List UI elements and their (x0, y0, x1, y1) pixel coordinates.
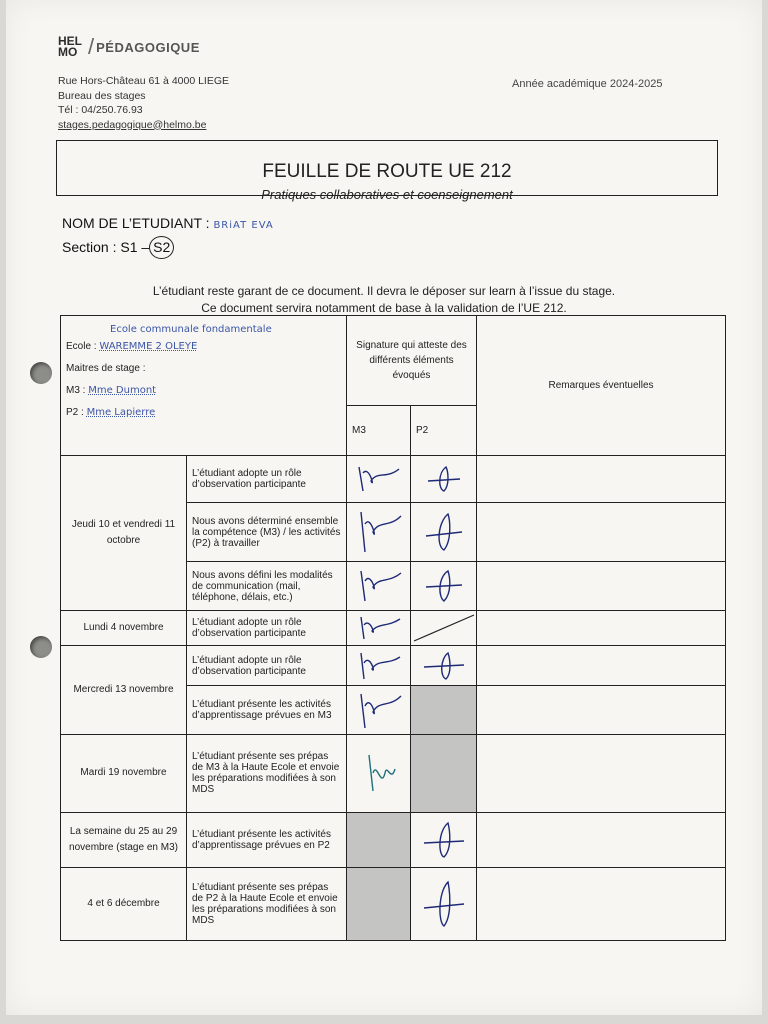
row-remarks (477, 456, 726, 503)
p2-signature (411, 867, 477, 940)
row-remarks (477, 867, 726, 940)
ecole-value: WAREMME 2 OLEYE (99, 341, 198, 352)
maitres-label: Maitres de stage : (66, 363, 146, 374)
m3-signature (347, 503, 411, 562)
p2-shaded-cell (411, 735, 477, 812)
row-activity: L’étudiant présente ses prépas de P2 à la Haute Ecole et envoie les préparations modifiées à son MDS (187, 867, 347, 940)
m3-shaded-cell (347, 812, 411, 867)
row-remarks (477, 645, 726, 686)
p2-label: P2 : (66, 407, 84, 418)
intro-line-2: Ce document servira notamment de base à la validation de l’UE 212. (201, 301, 567, 315)
row-date: Jeudi 10 et vendredi 11 octobre (61, 456, 187, 611)
p2-signature (411, 456, 477, 503)
row-date: Mercredi 13 novembre (61, 645, 187, 735)
m3-signature (347, 686, 411, 735)
intro-line-1: L’étudiant reste garant de ce document. Il devra le déposer sur learn à l’issue du stage. (152, 284, 616, 298)
row-activity: L’étudiant présente ses prépas de M3 à la Haute Ecole et envoie les préparations modifiées à son MDS (187, 735, 347, 812)
p2-signature (411, 503, 477, 562)
row-date: 4 et 6 décembre (61, 867, 187, 940)
row-activity: Nous avons déterminé ensemble la compétence (M3) / les activités (P2) à travailler (187, 503, 347, 562)
punch-hole-bottom (30, 636, 52, 658)
route-table (60, 315, 726, 941)
address-line: Bureau des stages (58, 89, 146, 102)
p2-teacher: Mme Lapierre (86, 407, 156, 418)
row-activity: L’étudiant présente les activités d’apprentissage prévues en M3 (187, 686, 347, 735)
section-value: S2 (149, 236, 174, 259)
address-line: Tél : 04/250.76.93 (58, 104, 143, 116)
helmo-logo: HEL MO / PÉDAGOGIQUE (58, 34, 200, 59)
address-line: Rue Hors-Château 61 à 4000 LIEGE (58, 75, 230, 87)
p2-shaded-cell (411, 686, 477, 735)
academic-year: Année académique 2024-2025 (512, 78, 663, 90)
p2-crossed-out (411, 611, 477, 646)
m3-label: M3 : (66, 385, 86, 396)
row-activity: L’étudiant adopte un rôle d’observation participante (187, 611, 347, 646)
document-subtitle: Pratiques collaboratives et coenseignement (261, 187, 513, 202)
row-date: Lundi 4 novembre (61, 611, 187, 646)
student-name-value: BRiAT EVA (213, 220, 274, 231)
student-name-label: NOM DE L’ETUDIANT : (62, 215, 210, 231)
row-date: Mardi 19 novembre (61, 735, 187, 812)
remarks-header: Remarques éventuelles (477, 316, 726, 456)
row-remarks (477, 503, 726, 562)
logo-mark: HEL MO (58, 34, 82, 59)
m3-shaded-cell (347, 867, 411, 940)
row-activity: Nous avons défini les modalités de communication (mail, téléphone, délais, etc.) (187, 562, 347, 611)
document-title: FEUILLE DE ROUTE UE 212 (262, 161, 512, 182)
signature-header: Signature qui atteste des différents éléments évoqués (347, 316, 477, 406)
ecole-label: Ecole : (66, 341, 97, 352)
table-row (61, 645, 726, 686)
row-remarks (477, 686, 726, 735)
table-row (61, 867, 726, 940)
email-link[interactable]: stages.pedagogique@helmo.be (58, 118, 207, 131)
row-activity: L’étudiant adopte un rôle d’observation participante (187, 456, 347, 503)
school-type-handwritten: Ecole communale fondamentale (110, 324, 272, 335)
m3-signature (347, 456, 411, 503)
m3-signature (347, 645, 411, 686)
m3-column-header: M3 (347, 405, 411, 456)
row-remarks (477, 562, 726, 611)
row-activity: L’étudiant adopte un rôle d’observation participante (187, 645, 347, 686)
p2-column-header: P2 (411, 405, 477, 456)
m3-teacher: Mme Dumont (88, 385, 157, 396)
row-remarks (477, 611, 726, 646)
m3-signature (347, 562, 411, 611)
student-info (62, 213, 274, 259)
p2-signature (411, 645, 477, 686)
table-row (61, 611, 726, 646)
title-box (56, 140, 718, 202)
logo-department: PÉDAGOGIQUE (96, 39, 200, 55)
table-row (61, 456, 726, 503)
row-remarks (477, 735, 726, 812)
table-row (61, 735, 726, 812)
m3-signature (347, 611, 411, 646)
table-row (61, 812, 726, 867)
row-activity: L’étudiant présente les activités d’apprentissage prévues en P2 (187, 812, 347, 867)
row-remarks (477, 812, 726, 867)
p2-signature (411, 812, 477, 867)
school-info-cell (61, 316, 347, 456)
m3-signature (347, 735, 411, 812)
section-label: Section : S1 – (62, 239, 150, 255)
p2-signature (411, 562, 477, 611)
punch-hole-top (30, 362, 52, 384)
row-date: La semaine du 25 au 29 novembre (stage en M3) (61, 812, 187, 867)
address-block (58, 74, 229, 132)
